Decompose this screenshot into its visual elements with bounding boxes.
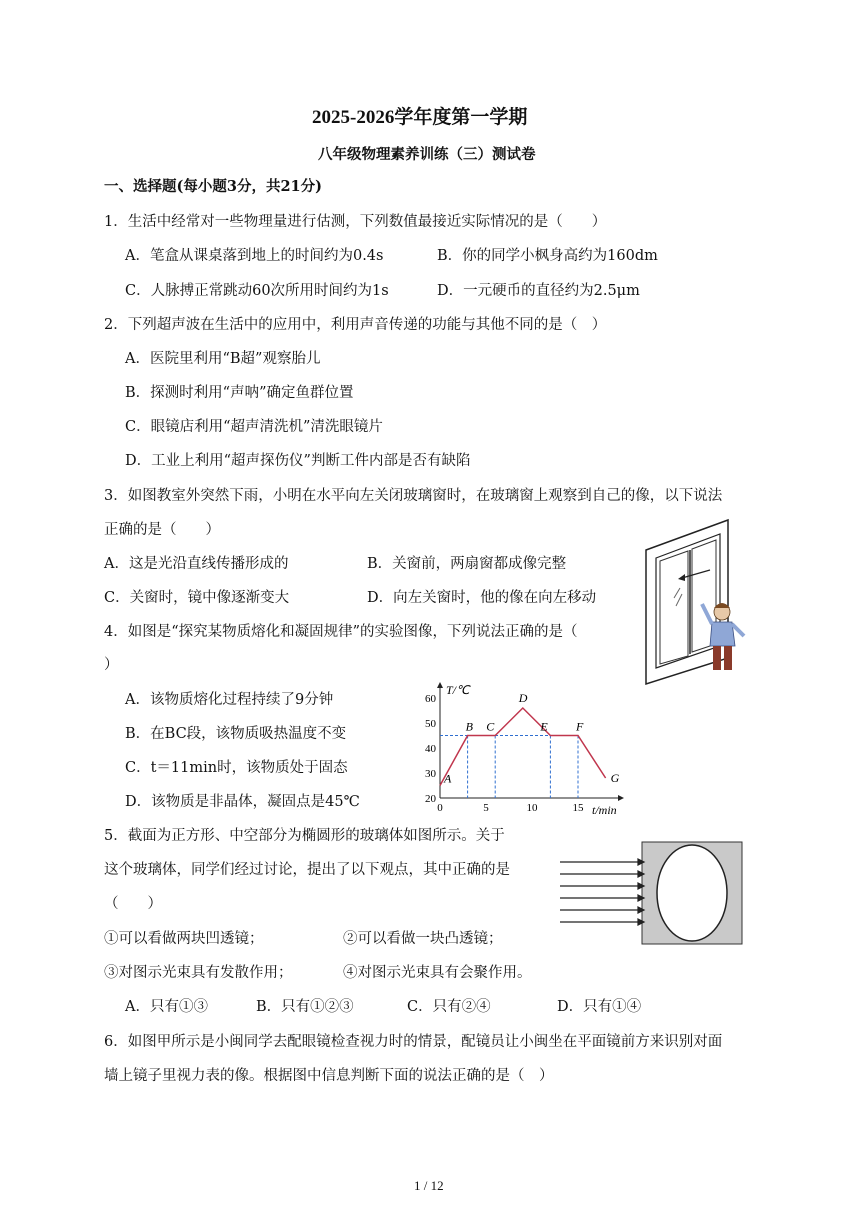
question-2-option-d: D．工业上利用“超声探伤仪”判断工件内部是否有缺陷 [125, 453, 471, 469]
question-2-option-c: C．眼镜店利用“超声清洗机”清洗眼镜片 [125, 419, 383, 435]
y-tick-label: 50 [425, 718, 436, 730]
question-5-option-d: D．只有①④ [557, 999, 642, 1015]
point-label-e: E [540, 719, 548, 734]
x-tick-label: 15 [572, 802, 584, 814]
x-tick-label: 5 [483, 802, 489, 814]
question-4-option-c: C．t＝11min时，该物质处于固态 [125, 760, 348, 776]
question-3-option-a: A．这是光沿直线传播形成的 [104, 556, 289, 572]
question-3-stem-line1: 3．如图教室外突然下雨，小明在水平向左关闭玻璃窗时，在玻璃窗上观察到自己的像，以下说法 [104, 488, 723, 504]
point-label-b: B [465, 719, 473, 734]
question-4-stem-line1: 4．如图是“探究某物质熔化和凝固规律”的实验图像，下列说法正确的是（ [104, 624, 578, 640]
x-tick-label: 0 [437, 802, 443, 814]
question-5-view-1: ①可以看做两块凹透镜； [104, 931, 264, 947]
question-1-option-c: C．人脉搏正常跳动60次所用时间约为1s [125, 283, 389, 299]
question-3-stem-line2: 正确的是（ ） [104, 522, 220, 538]
question-1-option-a: A．笔盒从课桌落到地上的时间约为0.4s [125, 248, 384, 264]
page-subtitle: 八年级物理素养训练（三）测试卷 [318, 146, 536, 163]
y-tick-label: 40 [425, 743, 436, 755]
question-5-stem-line3: （ ） [104, 896, 162, 912]
question-2-stem: 2．下列超声波在生活中的应用中，利用声音传递的功能与其他不同的是（ ） [104, 317, 607, 333]
question-6-stem-line1: 6．如图甲所示是小闽同学去配眼镜检查视力时的情景，配镜员让小闽坐在平面镜前方来识别对面 [104, 1034, 723, 1050]
question-5-view-4: ④对图示光束具有会聚作用。 [343, 965, 532, 981]
question-3-option-b: B．关窗前，两扇窗都成像完整 [367, 556, 567, 572]
hollow-ellipse [657, 845, 727, 941]
page-number: 1 / 12 [414, 1178, 444, 1193]
question-1-stem: 1．生活中经常对一些物理量进行估测，下列数值最接近实际情况的是（ ） [104, 214, 607, 230]
x-tick-label: 10 [526, 802, 538, 814]
question-3-option-d: D．向左关窗时，他的像在向左移动 [367, 590, 597, 606]
question-5-stem-line2: 这个玻璃体，同学们经过讨论，提出了以下观点，其中正确的是 [104, 862, 510, 878]
question-4-option-d: D．该物质是非晶体，凝固点是45℃ [125, 794, 360, 810]
window-figure [640, 518, 752, 688]
y-tick-label: 30 [425, 768, 436, 780]
melting-chart [410, 680, 625, 820]
question-5-option-a: A．只有①③ [125, 999, 208, 1015]
question-5-stem-line1: 5．截面为正方形、中空部分为椭圆形的玻璃体如图所示。关于 [104, 828, 505, 844]
question-4-option-b: B．在BC段，该物质吸热温度不变 [125, 726, 347, 742]
question-1-option-d: D．一元硬币的直径约为2.5μm [437, 283, 640, 299]
x-axis-arrow [618, 795, 624, 801]
question-3-option-c: C．关窗时，镜中像逐渐变大 [104, 590, 290, 606]
y-axis-arrow [437, 682, 443, 688]
question-5-option-c: C．只有②④ [407, 999, 491, 1015]
point-label-a: A [444, 771, 452, 786]
glass-block-figure [558, 840, 748, 948]
question-2-option-a: A．医院里利用“B超”观察胎儿 [125, 351, 321, 367]
question-4-stem-line2: ） [104, 657, 119, 673]
x-axis-label: t/min [592, 803, 617, 817]
question-4-option-a: A．该物质熔化过程持续了9分钟 [125, 692, 334, 708]
section-heading: 一、选择题(每小题3分，共21分) [104, 178, 322, 195]
question-2-option-b: B．探测时利用“声呐”确定鱼群位置 [125, 385, 354, 401]
page-title: 2025-2026学年度第一学期 [312, 107, 528, 128]
question-5-view-3: ③对图示光束具有发散作用； [104, 965, 293, 981]
question-1-option-b: B．你的同学小枫身高约为160dm [437, 248, 658, 264]
y-tick-label: 60 [425, 693, 436, 705]
question-5-view-2: ②可以看做一块凸透镜； [343, 931, 503, 947]
light-beam-arrows [560, 859, 644, 925]
y-tick-label: 20 [425, 793, 436, 805]
y-axis-label: T/℃ [446, 683, 470, 697]
question-6-stem-line2: 墙上镜子里视力表的像。根据图中信息判断下面的说法正确的是（ ） [104, 1068, 554, 1084]
point-label-c: C [486, 719, 495, 734]
question-5-option-b: B．只有①②③ [256, 999, 354, 1015]
point-label-f: F [576, 719, 584, 734]
point-label-d: D [518, 691, 528, 705]
point-label-g: G [610, 771, 620, 785]
